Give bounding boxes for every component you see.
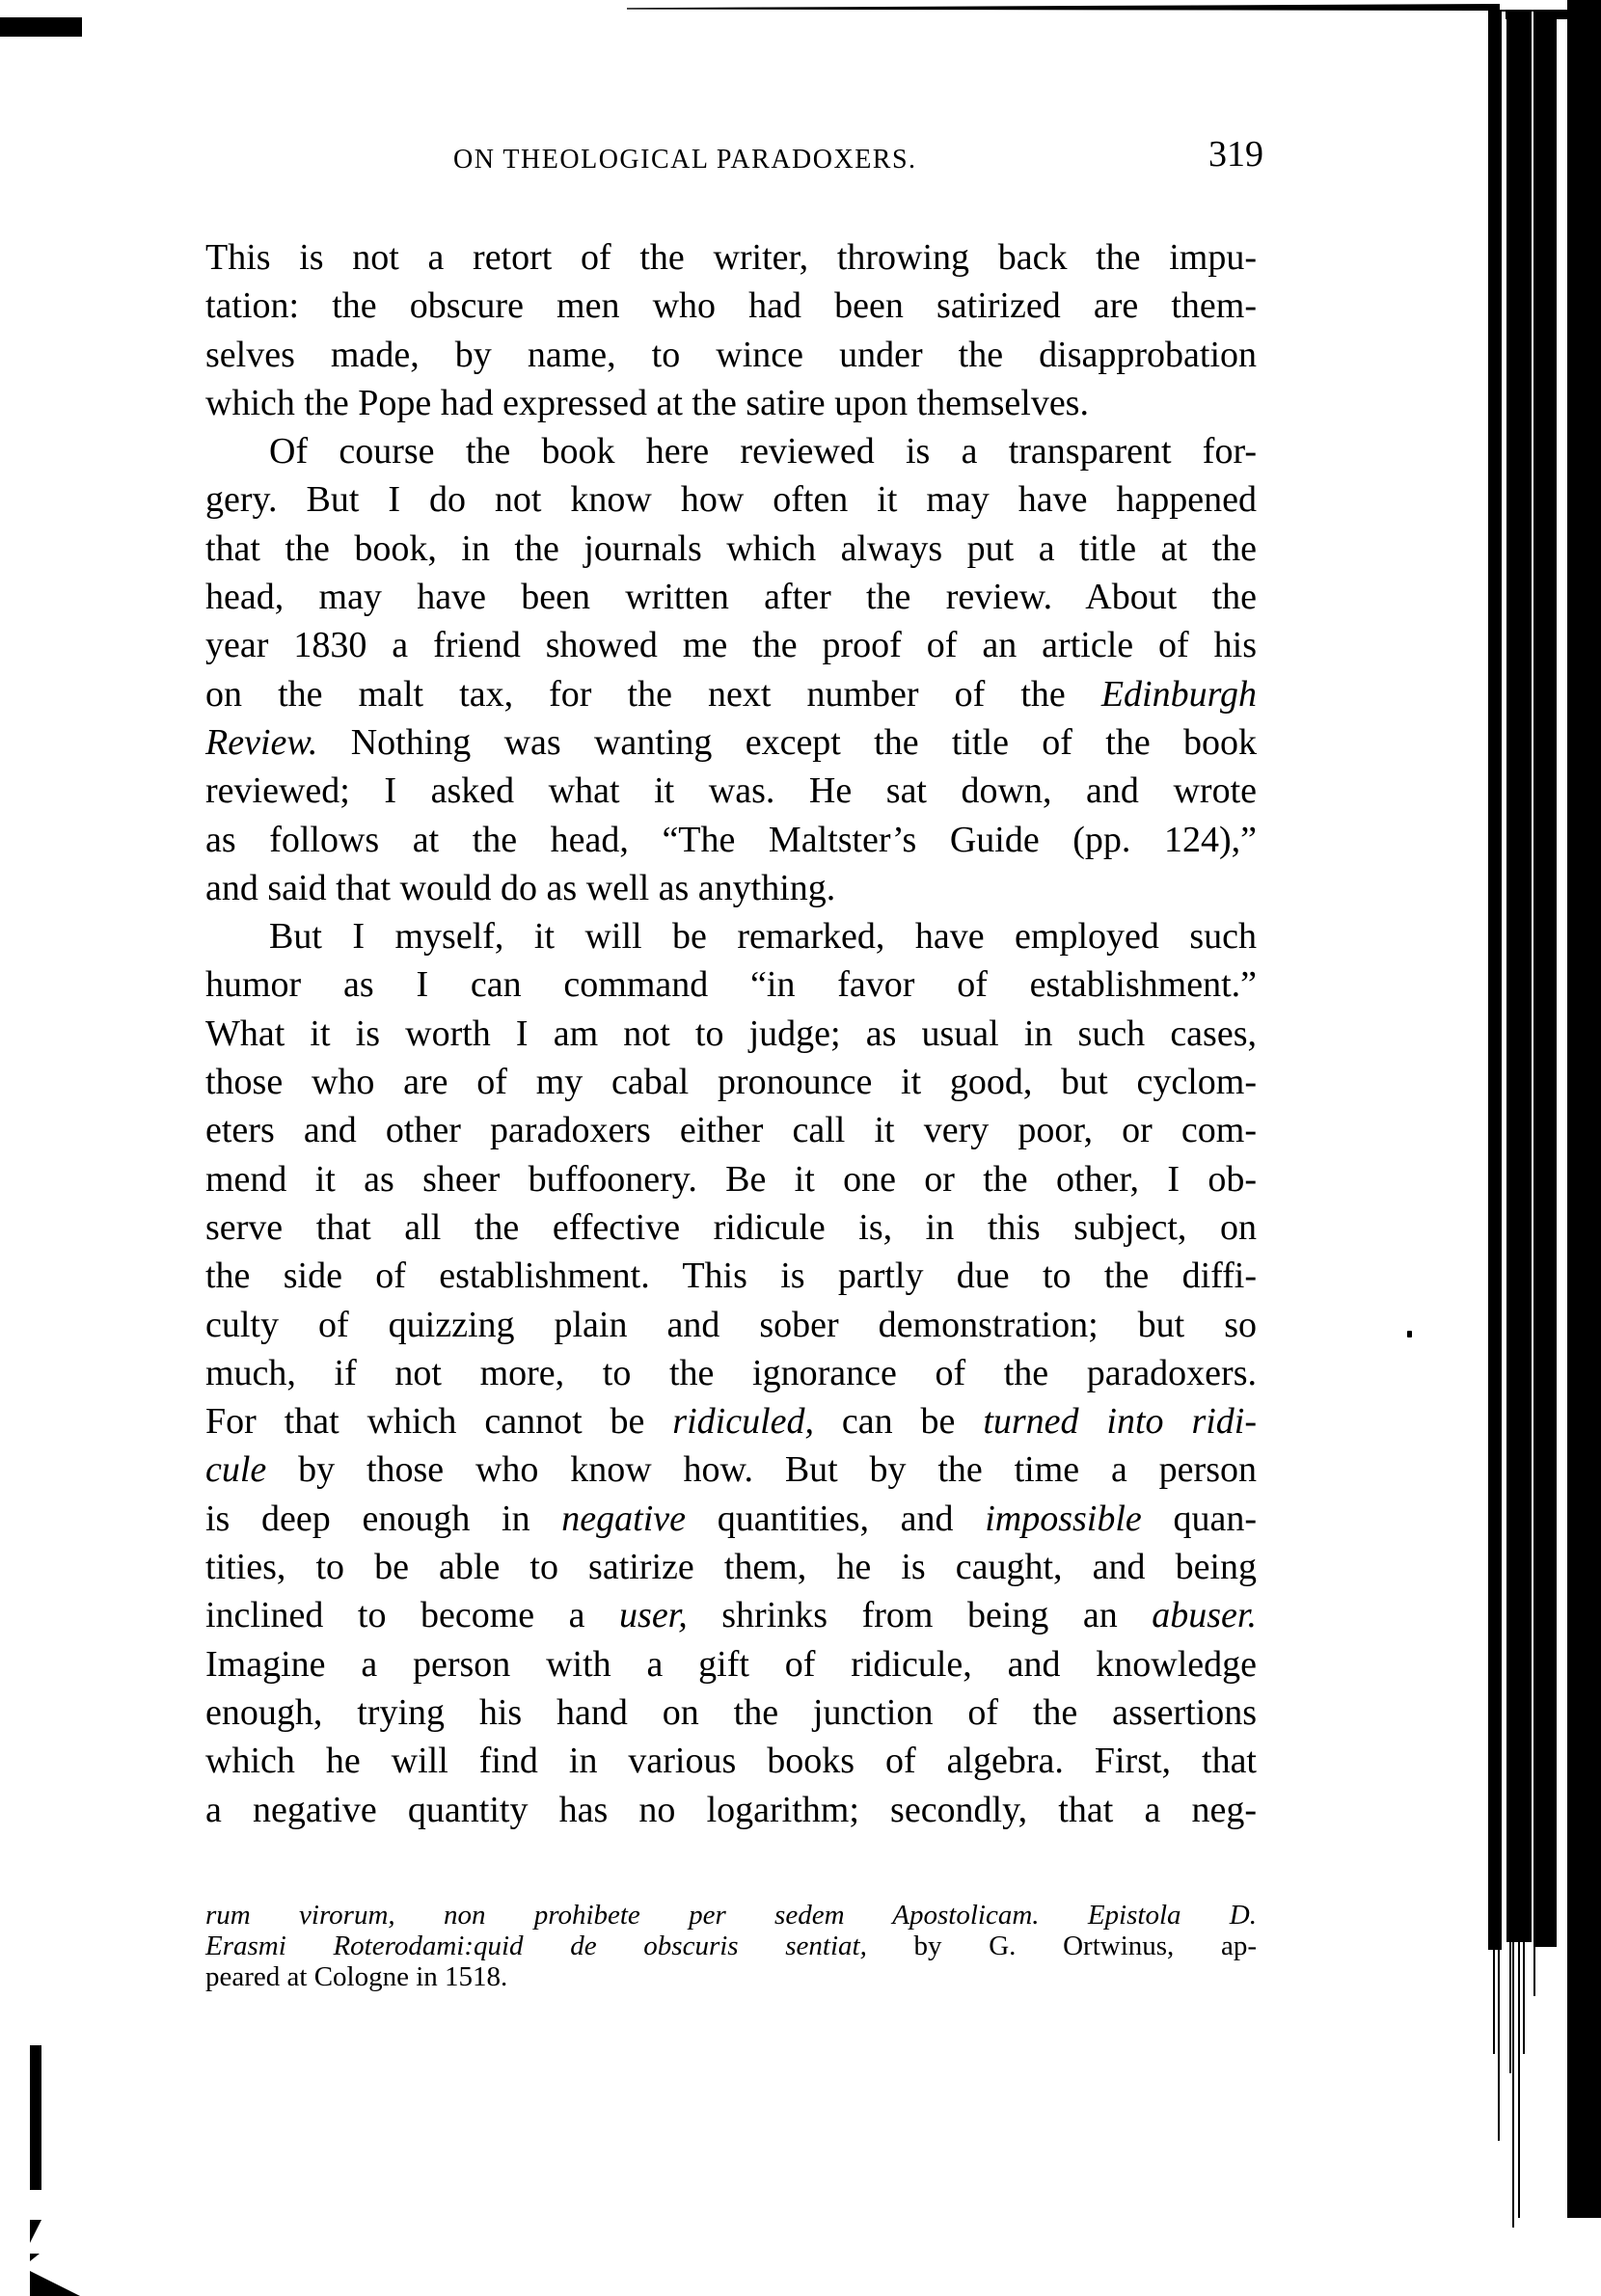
scan-edge-artifact [30, 2220, 41, 2243]
text-run: For that which cannot be [205, 1401, 673, 1443]
running-title: ON THEOLOGICAL PARADOXERS. [453, 145, 917, 175]
text-line: This is not a retort of the writer, throwing back the impu- [205, 237, 1257, 278]
footnote-italic: Erasmi Roterodami:quid de obscuris sentiat, [205, 1931, 867, 1961]
text-line: the side of establishment. This is partly due to the diffi- [205, 1256, 1257, 1297]
scan-edge-artifact [30, 2045, 41, 2190]
italic-word: turned into ridi- [983, 1401, 1257, 1443]
text-run: quantities, and [686, 1498, 986, 1539]
scan-edge-artifact [627, 4, 1500, 11]
book-spine-shadow [1567, 0, 1601, 2218]
text-line [205, 1591, 1257, 1639]
text-line: Of course the book here reviewed is a transparent for- [269, 431, 1257, 473]
text-line: those who are of my cabal pronounce it good, but cyclom- [205, 1062, 1257, 1103]
scan-edge-artifact [30, 2254, 40, 2261]
text-line: serve that all the effective ridicule is, in this subject, on [205, 1206, 1257, 1248]
text-line: But I myself, it will be remarked, have employed such [269, 916, 1257, 958]
text-line: selves made, by name, to wince under the disapprobation [205, 334, 1257, 375]
text-line: year 1830 a friend showed me the proof of an article of his [205, 625, 1257, 666]
book-spine-shadow [1498, 1938, 1500, 2141]
book-spine-shadow [1488, 12, 1502, 1950]
italic-word: impossible [985, 1498, 1142, 1539]
italic-word: cule [205, 1449, 267, 1491]
text-line: which he will find in various books of algebra. First, that [205, 1741, 1257, 1782]
footnote-italic: rum virorum, non prohibete per sedem Apostolicam. Epistola D. [205, 1900, 1257, 1931]
running-head [453, 133, 1263, 181]
text-line: as follows at the head, “The Maltster’s Guide (pp. 124),” [205, 819, 1257, 860]
footnote [205, 1900, 1257, 1992]
body-text [205, 233, 1257, 1834]
book-spine-shadow [1518, 1938, 1520, 2218]
book-spine-shadow [1533, 14, 1557, 1947]
text-line [205, 1495, 1257, 1543]
text-line [205, 670, 1257, 718]
footnote-line [205, 1931, 1257, 1961]
book-spine-shadow [1506, 14, 1532, 1942]
italic-title: Review. [205, 721, 318, 763]
italic-title: Edinburgh [1100, 673, 1257, 715]
text-line: and said that would do as well as anything. [205, 867, 836, 908]
text-line [205, 1445, 1257, 1494]
text-line: a negative quantity has no logarithm; secondly, that a neg- [205, 1789, 1257, 1830]
text-run: Nothing was wanting except the title of the book [317, 721, 1257, 763]
italic-word: negative [561, 1498, 686, 1539]
text-line: much, if not more, to the ignorance of the paradoxers. [205, 1352, 1257, 1393]
italic-word: ridiculed, [672, 1401, 814, 1443]
text-line: What it is worth I am not to judge; as usual in such cases, [205, 1013, 1257, 1054]
book-spine-shadow [1523, 1938, 1525, 2054]
italic-word: abuser. [1152, 1595, 1257, 1636]
scan-edge-artifact [0, 17, 82, 37]
book-spine-shadow [1509, 1938, 1511, 2073]
text-line: head, may have been written after the review. About the [205, 577, 1257, 618]
footnote-line [205, 1900, 1257, 1931]
text-line: that the book, in the journals which always put a title at the [205, 527, 1257, 569]
text-line: which the Pope had expressed at the satire upon themselves. [205, 382, 1089, 423]
book-spine-gap [1502, 12, 1506, 1747]
text-line: tities, to be able to satirize them, he is caught, and being [205, 1547, 1257, 1588]
book-spine-shadow [1533, 1938, 1535, 1996]
scan-speck [1407, 1331, 1412, 1337]
text-run: inclined to become a [205, 1595, 620, 1636]
text-line: tation: the obscure men who had been satirized are them- [205, 285, 1257, 327]
text-line: eters and other paradoxers either call it very poor, or com- [205, 1110, 1257, 1151]
text-line [205, 1397, 1257, 1445]
footnote-text: by G. Ortwinus, ap- [866, 1931, 1258, 1961]
text-line: culty of quizzing plain and sober demonstration; but so [205, 1304, 1257, 1345]
text-line: humor as I can command “in favor of establishment.” [205, 964, 1257, 1006]
footnote-line: peared at Cologne in 1518. [205, 1961, 508, 1992]
text-line: enough, trying his hand on the junction of the assertions [205, 1691, 1257, 1733]
book-spine-gap [1532, 12, 1533, 1844]
book-spine-shadow [1512, 1938, 1514, 2228]
text-line: gery. But I do not know how often it may have happened [205, 479, 1257, 521]
scan-edge-artifact [30, 2271, 80, 2296]
text-run: quan- [1141, 1498, 1257, 1539]
page-number: 319 [1208, 134, 1263, 175]
book-spine-shadow [1493, 1938, 1495, 2054]
text-line: reviewed; I asked what it was. He sat down, and wrote [205, 770, 1257, 812]
text-line [205, 718, 1257, 767]
text-run: can be [814, 1401, 984, 1443]
text-run: on the malt tax, for the next number of the [205, 673, 1101, 715]
italic-word: user, [619, 1595, 688, 1636]
text-run: shrinks from being an [687, 1595, 1153, 1636]
text-run: is deep enough in [205, 1498, 562, 1539]
text-run: by those who know how. But by the time a person [266, 1449, 1257, 1491]
text-line: mend it as sheer buffoonery. Be it one or the other, I ob- [205, 1158, 1257, 1200]
text-line: Imagine a person with a gift of ridicule, and knowledge [205, 1643, 1257, 1685]
